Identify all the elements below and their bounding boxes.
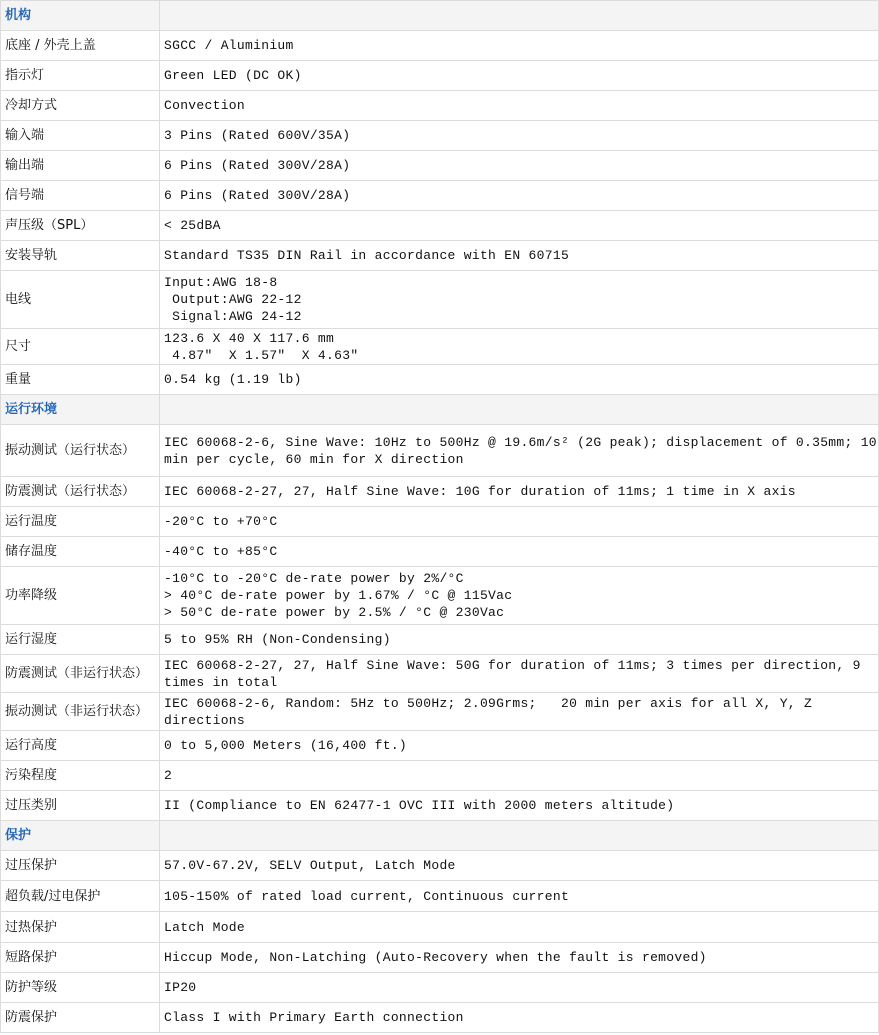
spec-label: 输出端	[1, 151, 160, 181]
spec-label: 尺寸	[1, 329, 160, 365]
section-spacer	[160, 395, 879, 425]
spec-value: SGCC / Aluminium	[160, 31, 879, 61]
spec-label: 防护等级	[1, 973, 160, 1003]
spec-row	[1, 791, 879, 821]
spec-label: 底座 / 外壳上盖	[1, 31, 160, 61]
spec-row	[1, 625, 879, 655]
spec-row	[1, 1003, 879, 1033]
section-title: 运行环境	[1, 395, 160, 425]
spec-table-body	[1, 1, 879, 1033]
spec-label: 功率降级	[1, 567, 160, 625]
section-spacer	[160, 821, 879, 851]
spec-value: 3 Pins (Rated 600V/35A)	[160, 121, 879, 151]
spec-value: IP20	[160, 973, 879, 1003]
spec-value: 105-150% of rated load current, Continuous current	[160, 881, 879, 912]
spec-row	[1, 31, 879, 61]
spec-row	[1, 943, 879, 973]
spec-value: -40°C to +85°C	[160, 537, 879, 567]
spec-row	[1, 761, 879, 791]
spec-label: 振动测试（非运行状态）	[1, 693, 160, 731]
spec-value: -20°C to +70°C	[160, 507, 879, 537]
section-spacer	[160, 1, 879, 31]
spec-label: 声压级（SPL）	[1, 211, 160, 241]
spec-label: 污染程度	[1, 761, 160, 791]
spec-label: 振动测试（运行状态）	[1, 425, 160, 477]
spec-value: -10°C to -20°C de-rate power by 2%/°C > 40°C de-rate power by 1.67% / °C @ 115Vac > 50°C de-rate power by 2.5% / °C @ 230Vac	[160, 567, 879, 625]
spec-row	[1, 537, 879, 567]
spec-row	[1, 731, 879, 761]
spec-value: Standard TS35 DIN Rail in accordance with EN 60715	[160, 241, 879, 271]
spec-value: 5 to 95% RH (Non-Condensing)	[160, 625, 879, 655]
spec-value: Class I with Primary Earth connection	[160, 1003, 879, 1033]
spec-label: 运行湿度	[1, 625, 160, 655]
spec-row	[1, 211, 879, 241]
spec-label: 电线	[1, 271, 160, 329]
spec-row	[1, 121, 879, 151]
spec-label: 过压类别	[1, 791, 160, 821]
spec-row	[1, 61, 879, 91]
spec-row	[1, 507, 879, 537]
spec-row	[1, 271, 879, 329]
section-header-row	[1, 395, 879, 425]
section-header-row	[1, 821, 879, 851]
spec-label: 防震保护	[1, 1003, 160, 1033]
spec-label: 储存温度	[1, 537, 160, 567]
spec-label: 运行温度	[1, 507, 160, 537]
spec-value: IEC 60068-2-27, 27, Half Sine Wave: 50G for duration of 11ms; 3 times per direction, 9 times in total	[160, 655, 879, 693]
spec-row	[1, 655, 879, 693]
spec-value: 123.6 X 40 X 117.6 mm 4.87″ X 1.57″ X 4.63″	[160, 329, 879, 365]
spec-label: 防震测试（非运行状态）	[1, 655, 160, 693]
spec-row	[1, 851, 879, 881]
spec-value: 2	[160, 761, 879, 791]
spec-value: < 25dBA	[160, 211, 879, 241]
spec-value: Hiccup Mode, Non-Latching (Auto-Recovery when the fault is removed)	[160, 943, 879, 973]
spec-value: Latch Mode	[160, 912, 879, 943]
spec-label: 信号端	[1, 181, 160, 211]
spec-value: Green LED (DC OK)	[160, 61, 879, 91]
spec-row	[1, 181, 879, 211]
spec-row	[1, 425, 879, 477]
spec-value: 57.0V-67.2V, SELV Output, Latch Mode	[160, 851, 879, 881]
spec-label: 过热保护	[1, 912, 160, 943]
spec-row	[1, 91, 879, 121]
spec-label: 过压保护	[1, 851, 160, 881]
section-title: 机构	[1, 1, 160, 31]
section-title: 保护	[1, 821, 160, 851]
spec-label: 指示灯	[1, 61, 160, 91]
spec-label: 重量	[1, 365, 160, 395]
spec-row	[1, 241, 879, 271]
spec-row	[1, 365, 879, 395]
spec-row	[1, 329, 879, 365]
spec-row	[1, 567, 879, 625]
spec-row	[1, 881, 879, 912]
spec-value: IEC 60068-2-6, Random: 5Hz to 500Hz; 2.09Grms; 20 min per axis for all X, Y, Z directions	[160, 693, 879, 731]
spec-label: 冷却方式	[1, 91, 160, 121]
spec-row	[1, 477, 879, 507]
spec-label: 安装导轨	[1, 241, 160, 271]
spec-value: Input:AWG 18-8 Output:AWG 22-12 Signal:AWG 24-12	[160, 271, 879, 329]
spec-value: 0 to 5,000 Meters (16,400 ft.)	[160, 731, 879, 761]
spec-value: 6 Pins (Rated 300V/28A)	[160, 151, 879, 181]
spec-label: 短路保护	[1, 943, 160, 973]
spec-label: 防震测试（运行状态）	[1, 477, 160, 507]
spec-label: 超负载/过电保护	[1, 881, 160, 912]
spec-value: 6 Pins (Rated 300V/28A)	[160, 181, 879, 211]
spec-value: IEC 60068-2-27, 27, Half Sine Wave: 10G for duration of 11ms; 1 time in X axis	[160, 477, 879, 507]
section-header-row	[1, 1, 879, 31]
spec-value: IEC 60068-2-6, Sine Wave: 10Hz to 500Hz @ 19.6m/s² (2G peak); displacement of 0.35mm; 10 min per cycle, 60 min for X direction	[160, 425, 879, 477]
spec-value: II (Compliance to EN 62477-1 OVC III with 2000 meters altitude)	[160, 791, 879, 821]
spec-value: Convection	[160, 91, 879, 121]
spec-value: 0.54 kg (1.19 lb)	[160, 365, 879, 395]
spec-row	[1, 151, 879, 181]
spec-label: 输入端	[1, 121, 160, 151]
spec-label: 运行高度	[1, 731, 160, 761]
spec-row	[1, 693, 879, 731]
spec-row	[1, 973, 879, 1003]
spec-row	[1, 912, 879, 943]
